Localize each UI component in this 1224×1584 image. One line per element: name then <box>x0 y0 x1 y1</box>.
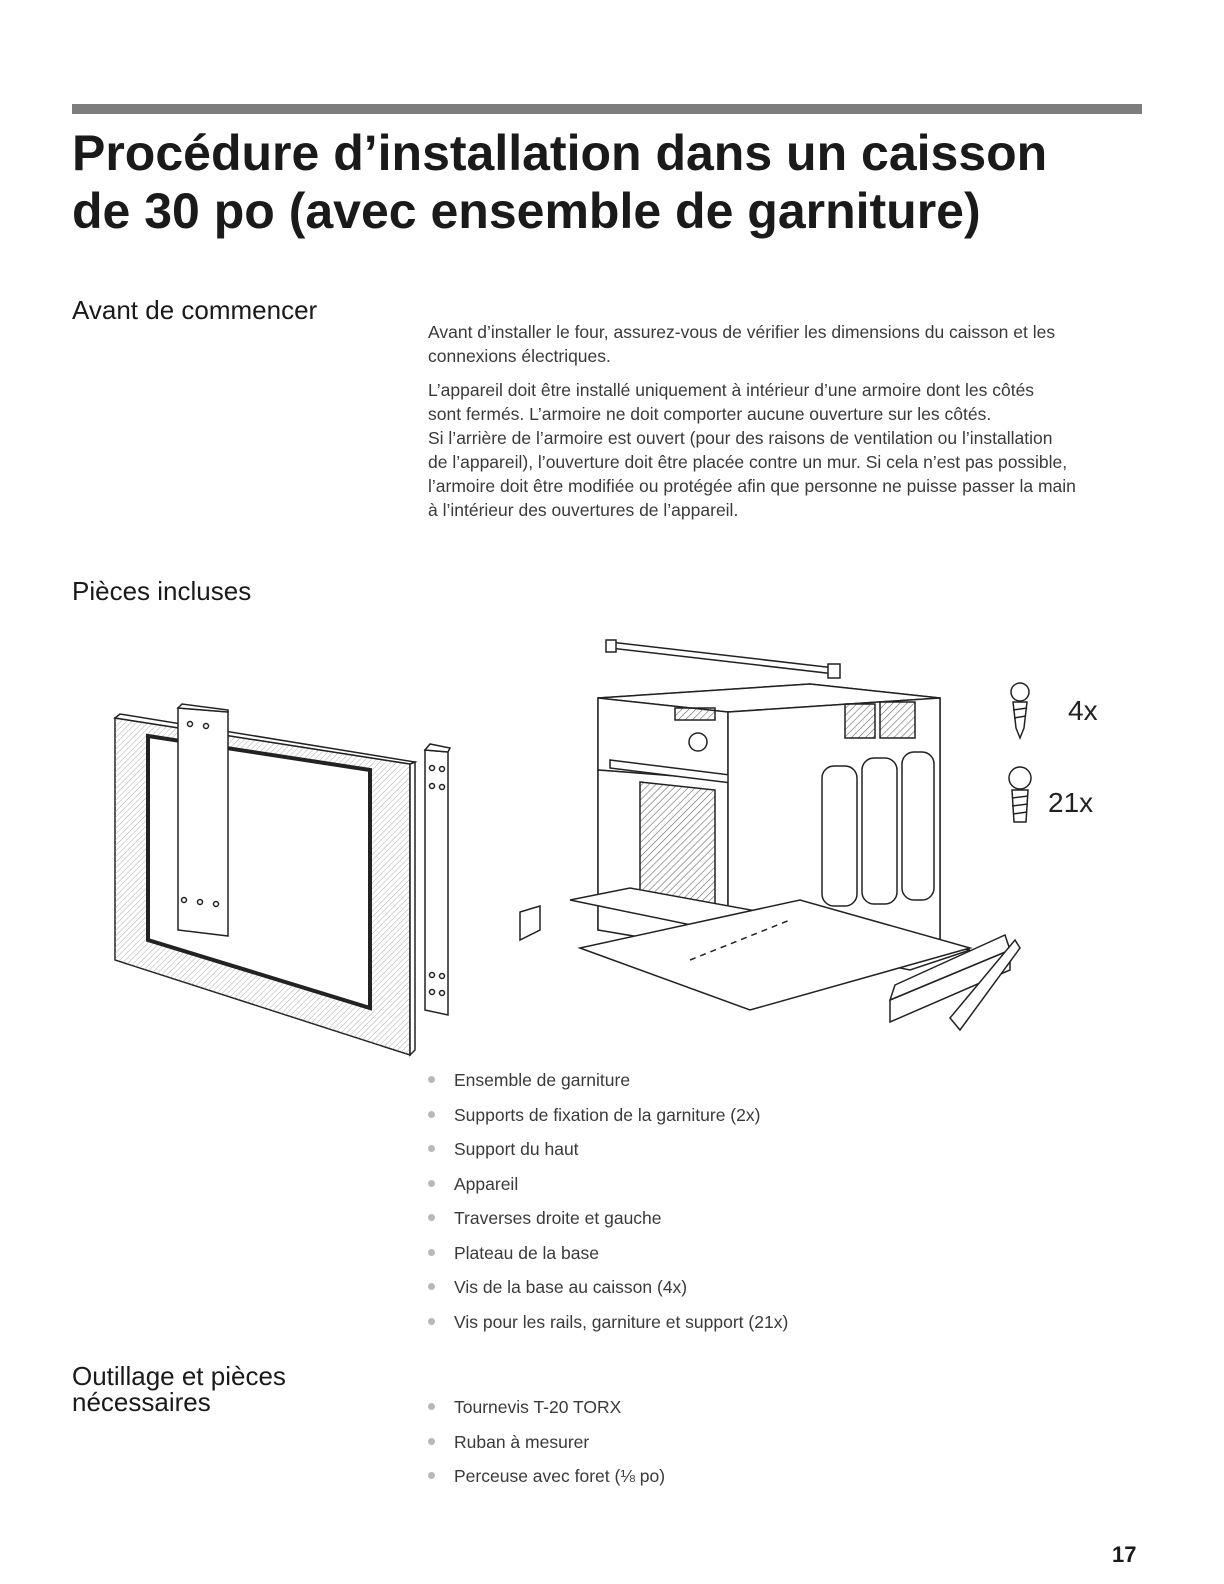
base-screw-count: 4x <box>1068 695 1098 726</box>
list-item: Perceuse avec foret (⅛ po) <box>428 1466 665 1501</box>
list-item: Ensemble de garniture <box>428 1070 788 1105</box>
base-screw-icon <box>1011 683 1029 738</box>
list-item: Traverses droite et gauche <box>428 1208 788 1243</box>
before-p2-line: sont fermés. L’armoire ne doit comporter aucune ouverture sur les côtés. <box>428 404 992 424</box>
top-support-drawing <box>606 640 840 678</box>
before-p2-line: à l’intérieur des ouvertures de l’appareil. <box>428 500 739 520</box>
before-paragraph-2 <box>428 378 1140 522</box>
list-item: Tournevis T-20 TORX <box>428 1397 665 1432</box>
page-title-line-1: Procédure d’installation dans un caisson <box>72 125 1048 181</box>
list-item: Ruban à mesurer <box>428 1432 665 1467</box>
trim-bracket-left-drawing <box>178 704 228 936</box>
list-item: Plateau de la base <box>428 1243 788 1278</box>
rail-screw-icon <box>1009 767 1031 822</box>
list-item: Supports de fixation de la garniture (2x) <box>428 1105 788 1140</box>
before-p2-line: Si l’arrière de l’armoire est ouvert (pour des raisons de ventilation ou l’installation <box>428 428 1053 448</box>
parts-illustration <box>110 630 1120 1060</box>
base-tray-drawing <box>520 888 1020 1030</box>
tools-heading-line-2: nécessaires <box>72 1387 211 1417</box>
before-p2-line: de l’appareil), l’ouverture doit être placée contre un mur. Si cela n’est pas possible, <box>428 452 1068 472</box>
page-number: 17 <box>1112 1542 1137 1567</box>
rail-screw-count: 21x <box>1048 787 1094 818</box>
page-title <box>72 124 1047 240</box>
page-title-line-2: de 30 po (avec ensemble de garniture) <box>72 183 981 239</box>
tools-heading <box>72 1363 286 1415</box>
parts-list <box>428 1070 788 1346</box>
title-rule <box>72 104 1142 114</box>
list-item: Vis pour les rails, garniture et support (21x) <box>428 1312 788 1347</box>
tools-list <box>428 1397 665 1501</box>
trim-kit-drawing <box>115 714 415 1055</box>
before-heading: Avant de commencer <box>72 295 318 325</box>
trim-bracket-right-drawing <box>425 744 450 1015</box>
before-p1-line: Avant d’installer le four, assurez-vous de vérifier les dimensions du caisson et les <box>428 322 1056 342</box>
before-p1-line: connexions électriques. <box>428 346 611 366</box>
list-item: Vis de la base au caisson (4x) <box>428 1277 788 1312</box>
before-p2-line: l’armoire doit être modifiée ou protégée afin que personne ne puisse passer la main <box>428 476 1076 496</box>
list-item: Appareil <box>428 1174 788 1209</box>
before-p2-line: L’appareil doit être installé uniquement à intérieur d’une armoire dont les côtés <box>428 380 1035 400</box>
list-item: Support du haut <box>428 1139 788 1174</box>
parts-heading: Pièces incluses <box>72 576 252 606</box>
before-paragraph-1 <box>428 320 1140 368</box>
tools-heading-line-1: Outillage et pièces <box>72 1361 286 1391</box>
before-text <box>428 320 1140 532</box>
